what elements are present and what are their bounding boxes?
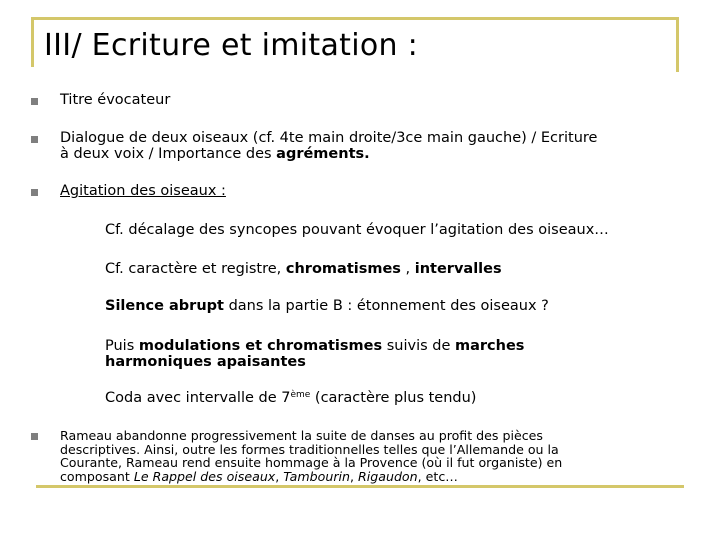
subpoint-silence (105, 298, 549, 314)
rameau-line-1: Rameau abandonne progressivement la suite de danses au profit des pièces (60, 428, 543, 443)
bullet-text-titre: Titre évocateur (60, 92, 171, 108)
subpoint-decalage: Cf. décalage des syncopes pouvant évoquer l’agitation des oiseaux… (105, 222, 609, 238)
dialogue-emphasis: agréments. (276, 146, 370, 162)
subpoint-coda (105, 390, 476, 406)
work-title-tambourin: Tambourin (283, 468, 350, 484)
rameau-separator: , (275, 468, 284, 484)
coda-superscript: ème (290, 390, 311, 400)
modulations-middle: suivis de (382, 338, 456, 354)
dialogue-line-2: à deux voix / Importance des (60, 146, 277, 162)
modulations-emphasis: modulations et chromatismes (138, 338, 383, 354)
rameau-line-4-suffix: , etc… (417, 468, 458, 484)
frame-top-line (31, 17, 678, 20)
silence-emphasis: Silence abrupt (105, 298, 224, 314)
frame-bottom-line (36, 485, 684, 488)
agitation-underlined: Agitation des oiseaux : (60, 183, 226, 199)
modulations-marches: marches (455, 338, 525, 354)
bullet-text-dialogue (60, 130, 597, 162)
caractere-chromatismes: chromatismes (285, 261, 401, 277)
subpoint-modulations (105, 338, 524, 370)
subpoint-caractere (105, 261, 502, 277)
bullet-square-icon (31, 98, 38, 105)
work-title-rappel: Le Rappel des oiseaux (133, 468, 276, 484)
modulations-prefix: Puis (105, 338, 139, 354)
modulations-line-2: harmoniques apaisantes (105, 354, 306, 370)
bullet-square-icon (31, 136, 38, 143)
dialogue-line-1: Dialogue de deux oiseaux (cf. 4te main droite/3ce main gauche) / Ecriture (60, 130, 598, 146)
bullet-text-rameau (60, 429, 562, 483)
bullet-square-icon (31, 433, 38, 440)
bullet-square-icon (31, 189, 38, 196)
rameau-line-2: descriptives. Ainsi, outre les formes traditionnelles telles que l’Allemande ou la (60, 441, 559, 457)
coda-suffix: (caractère plus tendu) (310, 390, 477, 406)
rameau-line-3: Courante, Rameau rend ensuite hommage à la Provence (où il fut organiste) en (60, 455, 563, 470)
work-title-rigaudon: Rigaudon (358, 468, 418, 484)
slide-title: III/ Ecriture et imitation : (44, 28, 419, 63)
caractere-intervalles: intervalles (414, 261, 502, 277)
rameau-separator: , (349, 468, 358, 484)
rameau-line-4-prefix: composant (60, 468, 134, 484)
caractere-separator: , (400, 261, 415, 277)
coda-prefix: Coda avec intervalle de 7 (105, 390, 291, 406)
silence-rest: dans la partie B : étonnement des oiseaux ? (223, 298, 549, 314)
frame-right-line (676, 17, 679, 72)
bullet-text-agitation (60, 183, 226, 199)
frame-left-line (31, 17, 34, 67)
caractere-prefix: Cf. caractère et registre, (105, 261, 286, 277)
